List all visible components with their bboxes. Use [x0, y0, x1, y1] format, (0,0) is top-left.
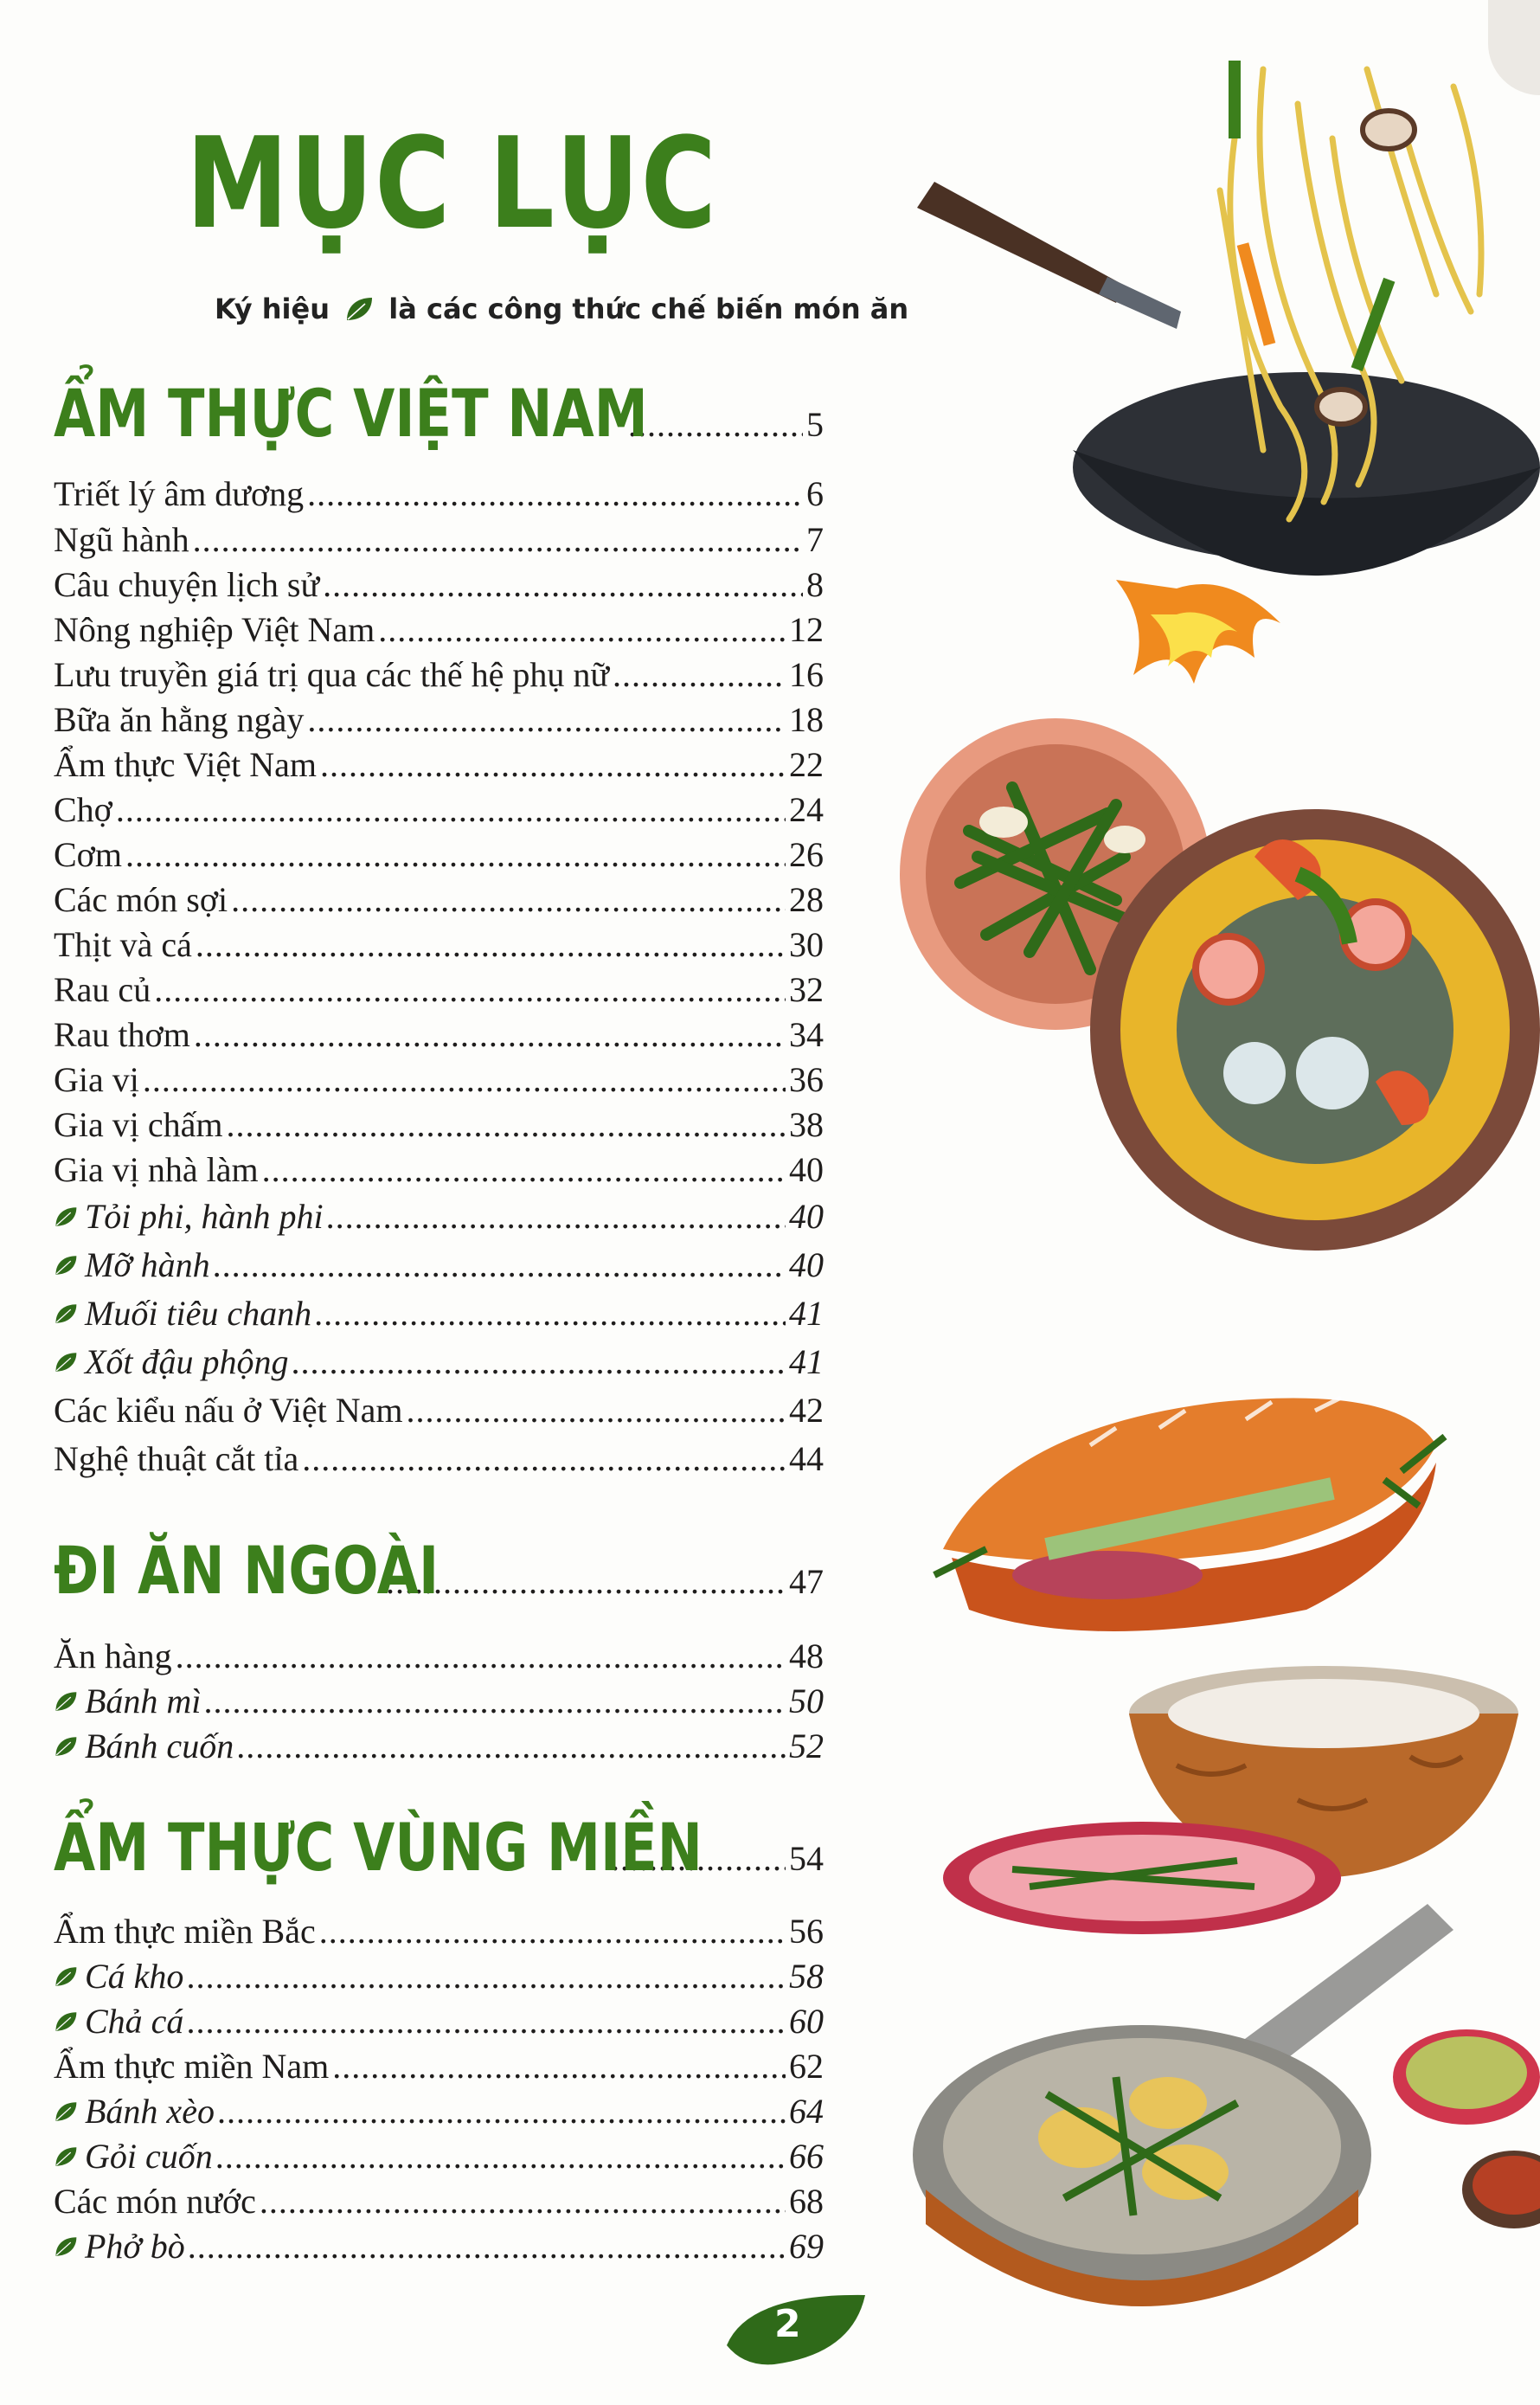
- entry-label: Tỏi phi, hành phi: [85, 1197, 324, 1236]
- recipe-entry[interactable]: [54, 1726, 824, 1766]
- leaf-icon: [54, 1293, 78, 1334]
- entry-page-number: 6: [806, 474, 824, 513]
- entry-page-number: 18: [789, 700, 824, 739]
- leader-dots: [187, 1956, 786, 1997]
- section-title: ĐI ĂN NGOÀI: [54, 1532, 440, 1609]
- entry-label: Chợ: [54, 790, 112, 829]
- banh-mi-illustration: [917, 1376, 1453, 1662]
- toc-entry[interactable]: [54, 1149, 824, 1190]
- leader-dots: [628, 404, 803, 445]
- leader-dots: [154, 969, 786, 1010]
- legend-text-before: Ký hiệu: [215, 293, 330, 325]
- entry-page-number: 22: [789, 745, 824, 784]
- entry-page-number: 40: [789, 1197, 824, 1236]
- leader-dots: [613, 654, 786, 695]
- entry-page-number: 8: [806, 565, 824, 604]
- leader-dots: [307, 699, 786, 740]
- toc-entry[interactable]: [54, 2046, 824, 2087]
- toc-entry[interactable]: [54, 1911, 824, 1952]
- recipe-entry[interactable]: [54, 2091, 824, 2132]
- entry-page-number: 41: [789, 1294, 824, 1333]
- recipe-entry[interactable]: [54, 1681, 824, 1721]
- leader-dots: [187, 2001, 786, 2042]
- entry-label: Xốt đậu phộng: [85, 1342, 289, 1381]
- wok-noodles-illustration: [917, 17, 1540, 710]
- entry-page-number: 62: [789, 2047, 824, 2086]
- recipe-entry[interactable]: [54, 2001, 824, 2042]
- leader-dots: [194, 1014, 786, 1055]
- entry-label: Cơm: [54, 835, 122, 874]
- leaf-icon: [54, 2001, 78, 2042]
- leader-dots: [176, 1636, 786, 1676]
- leaf-icon: [54, 1341, 78, 1382]
- legend-text-after: là các công thức chế biến món ăn: [388, 293, 909, 325]
- entry-label: Ẩm thực miền Bắc: [54, 1912, 316, 1951]
- recipe-entry[interactable]: [54, 1293, 824, 1334]
- leaf-icon: [54, 2136, 78, 2177]
- entry-page-number: 40: [789, 1245, 824, 1284]
- entry-page-number: 41: [789, 1342, 824, 1381]
- leader-dots: [327, 1196, 786, 1237]
- entry-label: Gia vị nhà làm: [54, 1150, 259, 1189]
- section-page-number: 5: [806, 405, 824, 444]
- leader-dots: [218, 2091, 786, 2132]
- leaf-icon: [54, 1956, 78, 1997]
- entry-label: Các kiểu nấu ở Việt Nam: [54, 1391, 403, 1430]
- toc-entry[interactable]: [54, 519, 824, 560]
- toc-entry[interactable]: [54, 2181, 824, 2222]
- greens-and-noodle-bowls-illustration: [891, 710, 1540, 1272]
- toc-entry[interactable]: [54, 1059, 824, 1100]
- entry-label: Câu chuyện lịch sử: [54, 565, 320, 604]
- leader-dots: [193, 519, 803, 560]
- entry-page-number: 64: [789, 2092, 824, 2131]
- toc-entry[interactable]: [54, 969, 824, 1010]
- entry-page-number: 60: [789, 2002, 824, 2041]
- entry-label: Lưu truyền giá trị qua các thế hệ phụ nữ: [54, 655, 610, 694]
- entry-label: Cá kho: [85, 1957, 184, 1996]
- leader-dots: [378, 609, 786, 650]
- leader-dots: [406, 1390, 786, 1431]
- section-heading[interactable]: [54, 1809, 824, 1886]
- entry-label: Ẩm thực miền Nam: [54, 2047, 330, 2086]
- leader-dots: [332, 2046, 786, 2087]
- toc-entry[interactable]: [54, 654, 824, 695]
- toc-entry[interactable]: [54, 1636, 824, 1676]
- entry-page-number: 56: [789, 1912, 824, 1951]
- toc-entry[interactable]: [54, 924, 824, 965]
- entry-label: Gia vị chấm: [54, 1105, 223, 1144]
- recipe-entry[interactable]: [54, 1244, 824, 1285]
- entry-page-number: 28: [789, 880, 824, 919]
- entry-label: Gia vị: [54, 1060, 139, 1099]
- recipe-entry[interactable]: [54, 2226, 824, 2267]
- leaf-icon: [54, 1681, 78, 1721]
- leader-dots: [319, 1911, 786, 1952]
- toc-entry[interactable]: [54, 789, 824, 830]
- recipe-entry[interactable]: [54, 2136, 824, 2177]
- entry-page-number: 68: [789, 2182, 824, 2221]
- page-number-badge: [722, 2285, 869, 2371]
- entry-label: Chả cá: [85, 2002, 184, 2041]
- entry-page-number: 36: [789, 1060, 824, 1099]
- leader-dots: [204, 1681, 786, 1721]
- leader-dots: [216, 2136, 786, 2177]
- leader-dots: [307, 473, 803, 514]
- leader-dots: [231, 879, 786, 920]
- entry-label: Triết lý âm dương: [54, 474, 305, 513]
- entry-page-number: 32: [789, 970, 824, 1009]
- recipe-entry[interactable]: [54, 1196, 824, 1237]
- toc-entry[interactable]: [54, 473, 824, 514]
- entry-label: Bữa ăn hằng ngày: [54, 700, 305, 739]
- entry-label: Mỡ hành: [85, 1245, 210, 1284]
- leaf-icon: [54, 2226, 78, 2267]
- leader-dots: [320, 744, 786, 785]
- entry-page-number: 30: [789, 925, 824, 964]
- entry-page-number: 34: [789, 1015, 824, 1054]
- entry-label: Rau thơm: [54, 1015, 190, 1054]
- toc-entry[interactable]: [54, 1104, 824, 1145]
- toc-entry[interactable]: [54, 834, 824, 875]
- toc-entry[interactable]: [54, 1390, 824, 1431]
- page-title: MỤC LỤC: [186, 111, 718, 257]
- pan-with-greens-illustration: [891, 1817, 1540, 2337]
- section-page-number: 47: [789, 1562, 824, 1601]
- section-title: ẨM THỰC VIỆT NAM: [54, 375, 648, 452]
- entry-page-number: 7: [806, 520, 824, 559]
- entry-label: Muối tiêu chanh: [85, 1294, 312, 1333]
- leader-dots: [189, 2226, 786, 2267]
- entry-page-number: 52: [789, 1727, 824, 1765]
- leader-dots: [292, 1341, 786, 1382]
- leader-dots: [143, 1059, 786, 1100]
- entry-label: Các món nước: [54, 2182, 256, 2221]
- entry-page-number: 26: [789, 835, 824, 874]
- entry-page-number: 12: [789, 610, 824, 649]
- leader-dots: [227, 1104, 786, 1145]
- section-page-number: 54: [789, 1839, 824, 1878]
- entry-page-number: 16: [789, 655, 824, 694]
- leader-dots: [260, 2181, 786, 2222]
- leader-dots: [116, 789, 786, 830]
- section-title: ẨM THỰC VÙNG MIỀN: [54, 1809, 703, 1886]
- entry-page-number: 69: [789, 2227, 824, 2266]
- entry-page-number: 42: [789, 1391, 824, 1430]
- legend: [215, 293, 908, 329]
- leaf-icon: [54, 1244, 78, 1285]
- entry-label: Rau củ: [54, 970, 151, 1009]
- toc-entry[interactable]: [54, 1438, 824, 1479]
- leader-dots: [302, 1438, 786, 1479]
- entry-page-number: 24: [789, 790, 824, 829]
- leaf-icon: [54, 1726, 78, 1766]
- toc-entry[interactable]: [54, 744, 824, 785]
- entry-page-number: 50: [789, 1682, 824, 1720]
- leader-dots: [262, 1149, 786, 1190]
- entry-page-number: 40: [789, 1150, 824, 1189]
- leader-dots: [237, 1726, 786, 1766]
- toc-entry[interactable]: [54, 699, 824, 740]
- leader-dots: [214, 1244, 786, 1285]
- leader-dots: [315, 1293, 786, 1334]
- recipe-entry[interactable]: [54, 1956, 824, 1997]
- leaf-icon: [54, 2091, 78, 2132]
- entry-label: Thịt và cá: [54, 925, 192, 964]
- entry-label: Nghệ thuật cắt tỉa: [54, 1439, 299, 1478]
- leader-dots: [196, 924, 786, 965]
- toc-entry[interactable]: [54, 879, 824, 920]
- section-heading[interactable]: [54, 375, 824, 452]
- leader-dots: [386, 1561, 786, 1602]
- leaf-icon: [54, 1196, 78, 1237]
- entry-label: Bánh mì: [85, 1682, 202, 1720]
- entry-page-number: 48: [789, 1637, 824, 1675]
- toc-entry[interactable]: [54, 564, 824, 605]
- entry-label: Nông nghiệp Việt Nam: [54, 610, 375, 649]
- leader-dots: [323, 564, 803, 605]
- entry-page-number: 38: [789, 1105, 824, 1144]
- toc-entry[interactable]: [54, 609, 824, 650]
- entry-label: Ngũ hành: [54, 520, 189, 559]
- page-number: 2: [774, 2302, 801, 2346]
- entry-label: Bánh cuốn: [85, 1727, 234, 1765]
- entry-label: Gỏi cuốn: [85, 2137, 213, 2176]
- entry-page-number: 44: [789, 1439, 824, 1478]
- entry-page-number: 58: [789, 1957, 824, 1996]
- toc-entry[interactable]: [54, 1014, 824, 1055]
- entry-label: Ẩm thực Việt Nam: [54, 745, 318, 784]
- leaf-icon: [344, 296, 374, 329]
- leader-dots: [125, 834, 786, 875]
- entry-page-number: 66: [789, 2137, 824, 2176]
- entry-label: Ăn hàng: [54, 1637, 172, 1675]
- entry-label: Phở bò: [85, 2227, 185, 2266]
- recipe-entry[interactable]: [54, 1341, 824, 1382]
- entry-label: Các món sợi: [54, 880, 228, 919]
- entry-label: Bánh xèo: [85, 2092, 215, 2131]
- section-heading[interactable]: [54, 1532, 824, 1609]
